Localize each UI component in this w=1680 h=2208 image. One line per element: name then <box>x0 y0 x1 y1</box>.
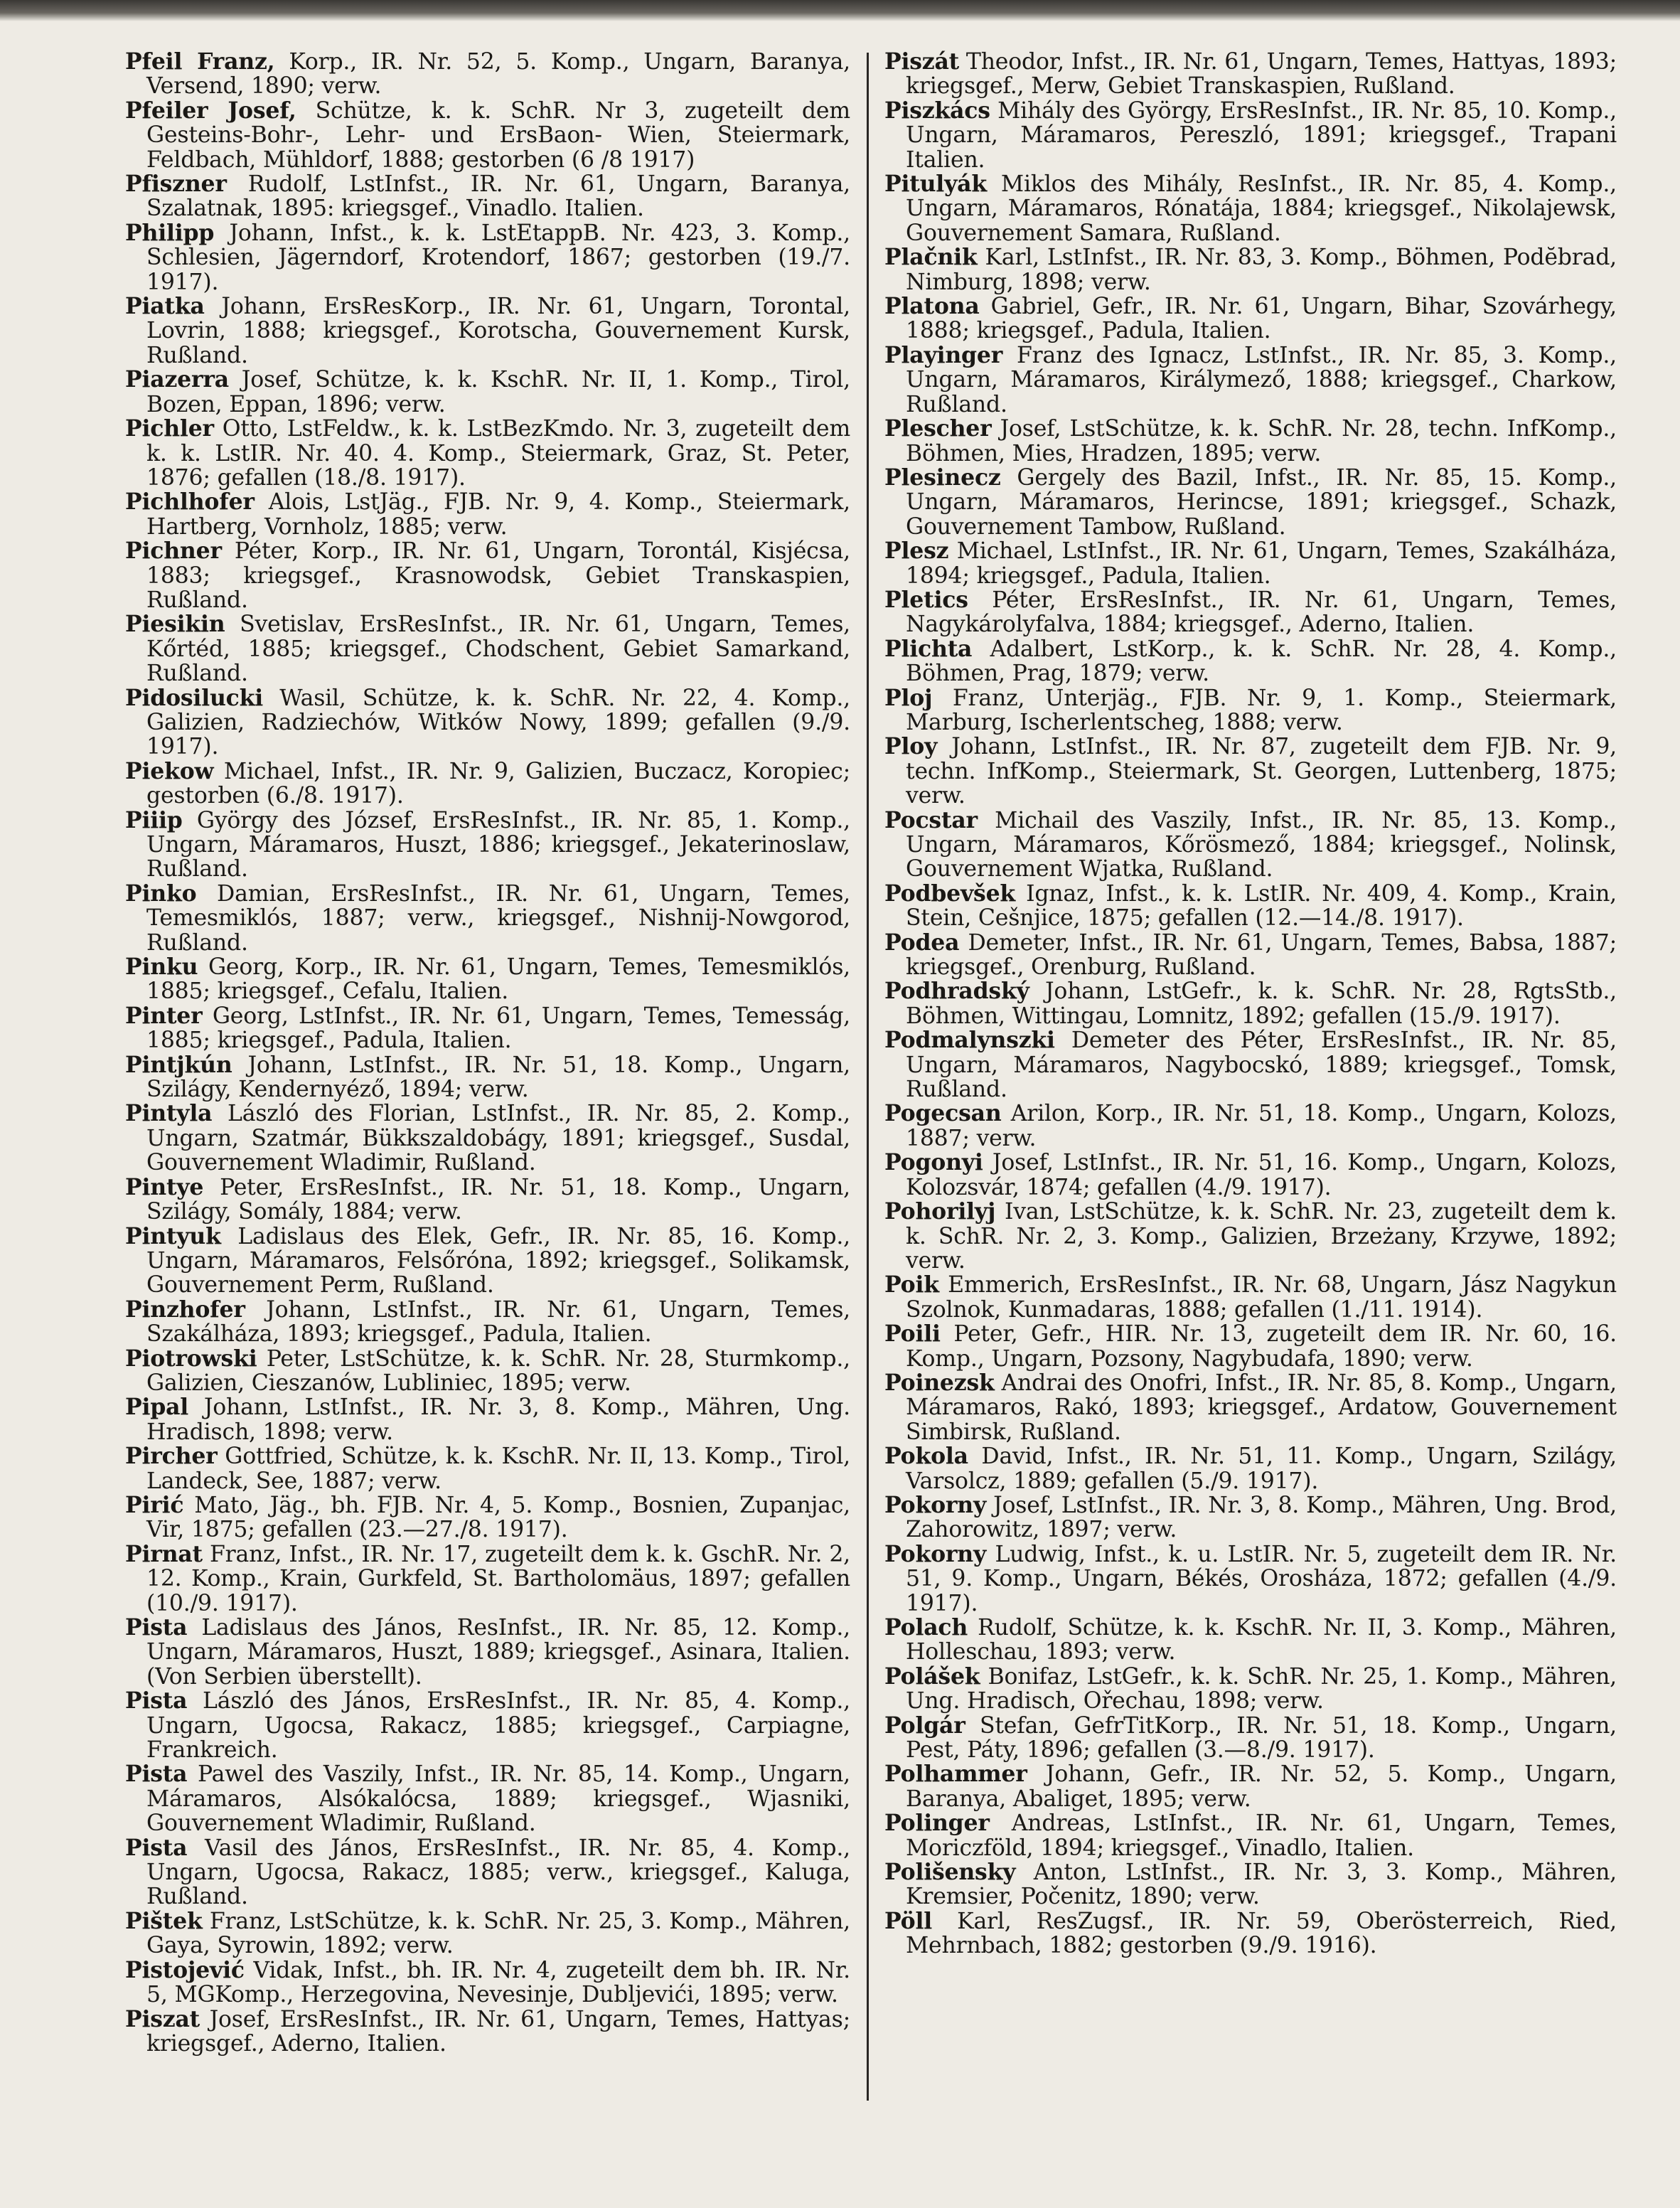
entry-details: Johann, LstInfst., IR. Nr. 3, 8. Komp., Mähren, Ung. Hradisch, 1898; verw. <box>146 1394 850 1445</box>
entry-details: László des János, ErsResInfst., IR. Nr. 85, 4. Komp., Ungarn, Ugocsa, Rakacz, 1885; kriegsgef., Carpiagne, Frankreich. <box>146 1688 850 1764</box>
entry-surname: Pista <box>125 1834 188 1861</box>
entry-details: Svetislav, ErsResInfst., IR. Nr. 61, Ungarn, Temes, Kőrtéd, 1885; kriegsgef., Chodschent, Gebiet Samarkand, Rußland. <box>146 612 850 687</box>
casualty-entry <box>884 1151 1617 1200</box>
entry-details: Peter, Gefr., HIR. Nr. 13, zugeteilt dem IR. Nr. 60, 16. Komp., Ungarn, Pozsony, Nagybudafa, 1890; verw. <box>906 1321 1617 1372</box>
entry-surname: Pintyla <box>125 1100 213 1127</box>
entry-surname: Plichta <box>884 635 973 662</box>
entry-surname: Pinter <box>125 1002 203 1029</box>
entry-surname: Pokorny <box>884 1540 987 1567</box>
entry-details: Franz des Ignacz, LstInfst., IR. Nr. 85, 3. Komp., Ungarn, Máramaros, Királymező, 1888; kriegsgef., Charkow, Rußland. <box>906 342 1617 417</box>
entry-details: Karl, ResZugsf., IR. Nr. 59, Oberösterreich, Ried, Mehrnbach, 1882; gestorben (9./9. 1916). <box>906 1908 1617 1959</box>
column-divider <box>867 53 869 2101</box>
entry-surname: Podea <box>884 929 960 956</box>
casualty-entry <box>125 1222 850 1298</box>
entry-details: Michael, Infst., IR. Nr. 9, Galizien, Buczacz, Koropiec; gestorben (6./8. 1917). <box>146 758 850 809</box>
entry-details: Péter, Korp., IR. Nr. 61, Ungarn, Torontál, Kisjécsa, 1883; kriegsgef., Krasnowodsk, Gebiet Transkaspien, Rußland. <box>146 538 850 613</box>
entry-surname: Pištek <box>125 1907 203 1934</box>
entry-details: Damian, ErsResInfst., IR. Nr. 61, Ungarn, Temes, Temesmiklós, 1887; verw., kriegsgef., Nishnij-Nowgorod, Rußland. <box>146 880 850 956</box>
entry-details: Johann, Infst., k. k. LstEtappB. Nr. 423, 3. Komp., Schlesien, Jägerndorf, Krotendorf, 1867; gestorben (19./7. 1917). <box>146 220 850 295</box>
casualty-entry <box>884 172 1617 245</box>
entry-details: Schütze, k. k. SchR. Nr 3, zugeteilt dem Gesteins-Bohr-, Lehr- und ErsBaon- Wien, Steiermark, Feldbach, Mühldorf, 1888; gestorben (6 /8 1917) <box>146 97 850 173</box>
casualty-entry <box>884 588 1617 637</box>
entry-details: Anton, LstInfst., IR. Nr. 3, 3. Komp., Mähren, Kremsier, Počenitz, 1890; verw. <box>906 1860 1617 1910</box>
casualty-entry <box>125 221 850 294</box>
casualty-entry <box>884 1102 1617 1151</box>
casualty-entry <box>125 1102 850 1175</box>
entry-details: Josef, LstInfst., IR. Nr. 3, 8. Komp., Mähren, Ung. Brod, Zahorowitz, 1897; verw. <box>906 1492 1617 1543</box>
entry-details: Andreas, LstInfst., IR. Nr. 61, Ungarn, Temes, Moriczföld, 1894; kriegsgef., Vinadlo, Italien. <box>906 1810 1617 1861</box>
entry-surname: Pirnat <box>125 1540 203 1567</box>
entry-details: Ivan, LstSchütze, k. k. SchR. Nr. 23, zugeteilt dem k. k. SchR. Nr. 2, 3. Komp., Galizien, Brzeżany, Krzywe, 1892; verw. <box>906 1199 1617 1274</box>
entry-details: Arilon, Korp., IR. Nr. 51, 18. Komp., Ungarn, Kolozs, 1887; verw. <box>906 1101 1617 1151</box>
entry-surname: Platona <box>884 293 980 320</box>
entry-details: Karl, LstInfst., IR. Nr. 83, 3. Komp., Böhmen, Podĕbrad, Nimburg, 1898; verw. <box>906 245 1617 295</box>
casualty-entry <box>884 1811 1617 1860</box>
entry-details: Korp., IR. Nr. 52, 5. Komp., Ungarn, Baranya, Versend, 1890; verw. <box>146 49 850 100</box>
casualty-entry <box>125 294 850 368</box>
casualty-entry <box>884 539 1617 588</box>
entry-details: Miklos des Mihály, ResInfst., IR. Nr. 85, 4. Komp., Ungarn, Máramaros, Rónatája, 1884; kriegsgef., Nikolajewsk, Gouvernement Samara, Rußland. <box>906 171 1617 246</box>
casualty-entry <box>125 612 850 686</box>
entry-surname: Pokola <box>884 1443 968 1470</box>
entry-surname: Pista <box>125 1761 188 1788</box>
entry-details: Peter, ErsResInfst., IR. Nr. 51, 18. Komp., Ungarn, Szilágy, Somály, 1884; verw. <box>146 1174 850 1225</box>
entry-details: Ignaz, Infst., k. k. LstIR. Nr. 409, 4. Komp., Krain, Stein, Cešnjice, 1875; gefallen (12.—14./8. 1917). <box>906 880 1617 932</box>
entry-surname: Pirić <box>125 1491 184 1518</box>
entry-surname: Piazerra <box>125 366 229 393</box>
entry-surname: Pfiszner <box>125 171 227 198</box>
entry-surname: Piszat <box>125 2005 200 2032</box>
entry-surname: Piesikin <box>125 611 225 638</box>
entry-details: Franz, Unterjäg., FJB. Nr. 9, 1. Komp., Steiermark, Marburg, Ischerlentscheg, 1888; verw. <box>906 685 1617 735</box>
entry-surname: Pletics <box>884 586 968 613</box>
entry-details: Gabriel, Gefr., IR. Nr. 61, Ungarn, Bihar, Szovárhegy, 1888; kriegsgef., Padula, Italien. <box>906 294 1617 344</box>
entry-surname: Plescher <box>884 415 992 442</box>
casualty-entry <box>884 1616 1617 1665</box>
entry-details: Gergely des Bazil, Infst., IR. Nr. 85, 15. Komp., Ungarn, Máramaros, Herincse, 1891; kriegsgef., Schazk, Gouvernement Tambow, Rußland. <box>906 464 1617 540</box>
casualty-entry <box>125 1347 850 1396</box>
casualty-entry <box>884 1860 1617 1909</box>
casualty-entry <box>125 1298 850 1347</box>
casualty-entry <box>884 1665 1617 1714</box>
entry-surname: Podmalynszki <box>884 1027 1055 1054</box>
entry-details: György des József, ErsResInfst., IR. Nr. 85, 1. Komp., Ungarn, Máramaros, Huszt, 1886; kriegsgef., Jekaterinoslaw, Rußland. <box>146 807 850 882</box>
entry-details: Johann, LstInfst., IR. Nr. 61, Ungarn, Temes, Szakálháza, 1893; kriegsgef., Padula, Italien. <box>146 1296 850 1348</box>
casualty-entry <box>884 343 1617 417</box>
entry-details: Emmerich, ErsResInfst., IR. Nr. 68, Ungarn, Jász Nagykun Szolnok, Kunmadaras, 1888; gefallen (1./11. 1914). <box>906 1272 1617 1323</box>
entry-details: Theodor, Infst., IR. Nr. 61, Ungarn, Temes, Hattyas, 1893; kriegsgef., Merw, Gebiet Transkaspien, Rußland. <box>906 49 1617 100</box>
entry-surname: Pichler <box>125 415 214 442</box>
entry-surname: Pohorilyj <box>884 1198 996 1225</box>
entry-details: Ladislaus des János, ResInfst., IR. Nr. 85, 12. Komp., Ungarn, Máramaros, Huszt, 1889; kriegsgef., Asinara, Italien. (Von Serbien überstellt). <box>146 1615 850 1690</box>
entry-surname: Playinger <box>884 341 1003 368</box>
casualty-entry <box>884 99 1617 172</box>
entry-surname: Pogecsan <box>884 1100 1002 1127</box>
entry-details: Mato, Jäg., bh. FJB. Nr. 4, 5. Komp., Bosnien, Zupanjac, Vir, 1875; gefallen (23.—27./8. 1917). <box>146 1492 850 1543</box>
entry-details: Demeter des Péter, ErsResInfst., IR. Nr. 85, Ungarn, Máramaros, Nagybocskó, 1889; kriegsgef., Tomsk, Rußland. <box>906 1028 1617 1103</box>
entry-details: Rudolf, Schütze, k. k. KschR. Nr. II, 3. Komp., Mähren, Holleschau, 1893; verw. <box>906 1615 1617 1665</box>
entry-details: Pawel des Vaszily, Infst., IR. Nr. 85, 14. Komp., Ungarn, Máramaros, Alsókalócsa, 1889; kriegsgef., Wjasniki, Gouvernement Wladimir, Rußland. <box>146 1761 850 1837</box>
entry-details: Rudolf, LstInfst., IR. Nr. 61, Ungarn, Baranya, Szalatnak, 1895: kriegsgef., Vinadlo. Italien. <box>146 171 850 222</box>
casualty-entry <box>125 50 850 99</box>
entry-surname: Podhradský <box>884 978 1029 1005</box>
entry-details: Josef, LstInfst., IR. Nr. 51, 16. Komp., Ungarn, Kolozs, Kolozsvár, 1874; gefallen (4./9. 1917). <box>906 1150 1617 1200</box>
entry-surname: Pinzhofer <box>125 1296 245 1323</box>
casualty-entry <box>884 1322 1617 1371</box>
entry-details: Stefan, GefrTitKorp., IR. Nr. 51, 18. Komp., Ungarn, Pest, Páty, 1896; gefallen (3.—8./9. 1917). <box>906 1712 1617 1764</box>
entry-surname: Pistojević <box>125 1956 245 1983</box>
entry-surname: Pidosilucki <box>125 684 264 711</box>
casualty-entry <box>884 466 1617 539</box>
casualty-entry <box>884 1762 1617 1811</box>
entry-details: Bonifaz, LstGefr., k. k. SchR. Nr. 25, 1. Komp., Mähren, Ung. Hradisch, Ořechau, 1898; verw. <box>906 1663 1617 1714</box>
entry-details: Otto, LstFeldw., k. k. LstBezKmdo. Nr. 3, zugeteilt dem k. k. LstIR. Nr. 40. 4. Komp., Steiermark, Graz, St. Peter, 1876; gefallen (18./8. 1917). <box>146 416 850 491</box>
entry-details: Mihály des György, ErsResInfst., IR. Nr. 85, 10. Komp., Ungarn, Máramaros, Pereszló, 1891; kriegsgef., Trapani Italien. <box>906 97 1617 173</box>
entry-surname: Plesz <box>884 538 949 565</box>
casualty-entry <box>884 979 1617 1028</box>
entry-details: Josef, LstSchütze, k. k. SchR. Nr. 28, techn. InfKomp., Böhmen, Mies, Hradzen, 1895; verw. <box>906 416 1617 466</box>
casualty-entry <box>125 99 850 172</box>
entry-surname: Pfeil Franz, <box>125 48 275 75</box>
casualty-entry <box>884 1909 1617 1958</box>
entry-surname: Plesinecz <box>884 464 1001 491</box>
entry-surname: Pipal <box>125 1394 189 1421</box>
entry-details: Johann, ErsResKorp., IR. Nr. 61, Ungarn, Torontal, Lovrin, 1888; kriegsgef., Korotscha, Gouvernement Kursk, Rußland. <box>146 294 850 368</box>
entry-surname: Pintyuk <box>125 1222 221 1249</box>
casualty-entry <box>884 931 1617 980</box>
entry-surname: Polášek <box>884 1663 980 1690</box>
entry-details: Josef, Schütze, k. k. KschR. Nr. II, 1. Komp., Tirol, Bozen, Eppan, 1896; verw. <box>146 367 850 417</box>
casualty-entry <box>884 686 1617 735</box>
casualty-entry <box>884 882 1617 931</box>
entry-surname: Pogonyi <box>884 1149 983 1176</box>
entry-surname: Pichner <box>125 538 222 565</box>
entry-details: David, Infst., IR. Nr. 51, 11. Komp., Ungarn, Szilágy, Varsolcz, 1889; gefallen (5./9. 1917). <box>906 1444 1617 1494</box>
casualty-entry <box>125 539 850 612</box>
casualty-entry <box>884 806 1617 882</box>
entry-surname: Polgár <box>884 1712 965 1739</box>
entry-details: Ladislaus des Elek, Gefr., IR. Nr. 85, 16. Komp., Ungarn, Máramaros, Felsőróna, 1892; kriegsgef., Solikamsk, Gouvernement Perm, Rußland. <box>146 1223 850 1298</box>
entry-surname: Piiip <box>125 806 183 833</box>
entry-details: Michael, LstInfst., IR. Nr. 61, Ungarn, Temes, Szakálháza, 1894; kriegsgef., Padula, Italien. <box>906 538 1617 589</box>
casualty-entry <box>125 1444 850 1493</box>
entry-surname: Pinku <box>125 954 198 981</box>
entry-surname: Poili <box>884 1321 941 1348</box>
entry-details: Georg, LstInfst., IR. Nr. 61, Ungarn, Temes, Temesság, 1885; kriegsgef., Padula, Italien. <box>146 1003 850 1054</box>
entry-surname: Pintye <box>125 1173 204 1200</box>
casualty-entry <box>125 1542 850 1616</box>
casualty-entry <box>884 1542 1617 1616</box>
casualty-entry <box>884 417 1617 466</box>
casualty-entry <box>884 294 1617 343</box>
entry-details: Peter, LstSchütze, k. k. SchR. Nr. 28, Sturmkomp., Galizien, Cieszanów, Lubliniec, 1895; verw. <box>146 1345 850 1396</box>
casualty-entry <box>125 1762 850 1835</box>
entry-surname: Pinko <box>125 880 197 907</box>
entry-details: Demeter, Infst., IR. Nr. 61, Ungarn, Temes, Babsa, 1887; kriegsgef., Orenburg, Rußland. <box>906 929 1617 981</box>
casualty-entry <box>125 806 850 882</box>
casualty-entry <box>884 1028 1617 1102</box>
entry-details: Ludwig, Infst., k. u. LstIR. Nr. 5, zugeteilt dem IR. Nr. 51, 9. Komp., Ungarn, Békés, Orosháza, 1872; gefallen (4./9. 1917). <box>906 1541 1617 1616</box>
casualty-entry <box>125 1616 850 1689</box>
right-column <box>884 50 1617 1958</box>
entry-surname: Plačnik <box>884 244 978 271</box>
entry-surname: Pöll <box>884 1907 932 1934</box>
entry-surname: Polach <box>884 1614 968 1641</box>
entry-surname: Piekow <box>125 757 214 784</box>
casualty-entry <box>884 50 1617 99</box>
entry-surname: Polišensky <box>884 1859 1016 1886</box>
entry-surname: Piszát <box>884 48 960 75</box>
entry-details: Péter, ErsResInfst., IR. Nr. 61, Ungarn, Temes, Nagykárolyfalva, 1884; kriegsgef., Aderno, Italien. <box>906 587 1617 638</box>
casualty-entry <box>884 1200 1617 1273</box>
entry-surname: Poik <box>884 1271 939 1298</box>
entry-surname: Pfeiler Josef, <box>125 97 296 124</box>
entry-details: Wasil, Schütze, k. k. SchR. Nr. 22, 4. Komp., Galizien, Radziechów, Witków Nowy, 1899; gefallen (9./9. 1917). <box>146 685 850 760</box>
casualty-entry <box>125 686 850 759</box>
casualty-entry <box>125 1175 850 1225</box>
entry-surname: Pocstar <box>884 806 978 833</box>
entry-details: Alois, LstJäg., FJB. Nr. 9, 4. Komp., Steiermark, Hartberg, Vornholz, 1885; verw. <box>146 489 850 540</box>
casualty-entry <box>125 955 850 1004</box>
entry-surname: Pista <box>125 1687 188 1714</box>
entry-surname: Pista <box>125 1614 188 1641</box>
casualty-entry <box>125 1836 850 1909</box>
entry-details: Johann, LstGefr., k. k. SchR. Nr. 28, RgtsStb., Böhmen, Wittingau, Lomnitz, 1892; gefallen (15./9. 1917). <box>906 978 1617 1029</box>
entry-surname: Ploj <box>884 684 933 711</box>
casualty-entry <box>125 1493 850 1542</box>
entry-details: Johann, Gefr., IR. Nr. 52, 5. Komp., Ungarn, Baranya, Abaliget, 1895; verw. <box>906 1761 1617 1812</box>
scan-edge <box>0 0 1680 21</box>
left-column <box>125 50 850 2056</box>
entry-details: Johann, LstInfst., IR. Nr. 87, zugeteilt dem FJB. Nr. 9, techn. InfKomp., Steiermark, St. Georgen, Luttenberg, 1875; verw. <box>906 734 1617 809</box>
casualty-entry <box>884 1714 1617 1763</box>
casualty-entry <box>125 1689 850 1762</box>
entry-surname: Piotrowski <box>125 1345 257 1372</box>
entry-surname: Podbevšek <box>884 880 1016 907</box>
casualty-entry <box>125 1958 850 2007</box>
entry-surname: Pokorny <box>884 1491 987 1518</box>
casualty-entry <box>884 245 1617 294</box>
entry-details: Adalbert, LstKorp., k. k. SchR. Nr. 28, 4. Komp., Böhmen, Prag, 1879; verw. <box>906 636 1617 687</box>
entry-surname: Ploy <box>884 733 938 760</box>
entry-surname: Poinezsk <box>884 1369 995 1396</box>
entry-details: Michail des Vaszily, Infst., IR. Nr. 85, 13. Komp., Ungarn, Máramaros, Kőrösmező, 1884; kriegsgef., Nolinsk, Gouvernement Wjatka, Rußland. <box>906 807 1617 882</box>
casualty-entry <box>125 882 850 955</box>
casualty-entry <box>884 1273 1617 1322</box>
entry-surname: Piszkács <box>884 97 990 124</box>
casualty-entry <box>125 2007 850 2057</box>
entry-details: Franz, LstSchütze, k. k. SchR. Nr. 25, 3. Komp., Mähren, Gaya, Syrowin, 1892; verw. <box>146 1908 850 1959</box>
casualty-entry <box>884 1371 1617 1444</box>
casualty-entry <box>884 1444 1617 1493</box>
entry-surname: Piatka <box>125 293 205 320</box>
entry-surname: Pintjkún <box>125 1051 232 1078</box>
casualty-entry <box>125 1004 850 1053</box>
entry-details: Georg, Korp., IR. Nr. 61, Ungarn, Temes, Temesmiklós, 1885; kriegsgef., Cefalu, Italien. <box>146 954 850 1005</box>
casualty-entry <box>125 759 850 809</box>
casualty-entry <box>125 368 850 417</box>
casualty-entry <box>125 172 850 221</box>
casualty-entry <box>125 490 850 539</box>
document-page <box>125 50 1636 2183</box>
entry-surname: Pitulyák <box>884 171 988 198</box>
casualty-entry <box>884 637 1617 686</box>
entry-surname: Polinger <box>884 1810 990 1837</box>
entry-details: Josef, ErsResInfst., IR. Nr. 61, Ungarn, Temes, Hattyas; kriegsgef., Aderno, Italien. <box>146 2006 850 2057</box>
entry-surname: Philipp <box>125 219 215 246</box>
entry-surname: Pircher <box>125 1443 218 1470</box>
casualty-entry <box>884 735 1617 808</box>
entry-details: Vasil des János, ErsResInfst., IR. Nr. 85, 4. Komp., Ungarn, Ugocsa, Rakacz, 1885; verw., kriegsgef., Kaluga, Rußland. <box>146 1835 850 1910</box>
casualty-entry <box>125 1053 850 1102</box>
casualty-entry <box>884 1493 1617 1542</box>
entry-details: Andrai des Onofri, Infst., IR. Nr. 85, 8. Komp., Ungarn, Máramaros, Rakó, 1893; kriegsgef., Ardatow, Gouvernement Simbirsk, Rußland. <box>906 1370 1617 1445</box>
casualty-entry <box>125 417 850 490</box>
entry-surname: Polhammer <box>884 1761 1027 1788</box>
entry-details: Franz, Infst., IR. Nr. 17, zugeteilt dem k. k. GschR. Nr. 2, 12. Komp., Krain, Gurkfeld, St. Bartholomäus, 1897; gefallen (10./9. 1917). <box>146 1541 850 1616</box>
entry-details: László des Florian, LstInfst., IR. Nr. 85, 2. Komp., Ungarn, Szatmár, Bükkszaldobágy, 1891; kriegsgef., Susdal, Gouvernement Wladimir, Rußland. <box>146 1101 850 1176</box>
entry-details: Gottfried, Schütze, k. k. KschR. Nr. II, 13. Komp., Tirol, Landeck, See, 1887; verw. <box>146 1444 850 1494</box>
entry-details: Vidak, Infst., bh. IR. Nr. 4, zugeteilt dem bh. IR. Nr. 5, MGKomp., Herzegovina, Nevesinje, Dubljevići, 1895; verw. <box>146 1957 850 2008</box>
entry-details: Johann, LstInfst., IR. Nr. 51, 18. Komp., Ungarn, Szilágy, Kendernyéző, 1894; verw. <box>146 1052 850 1103</box>
casualty-entry <box>125 1909 850 1958</box>
entry-surname: Pichlhofer <box>125 489 255 516</box>
casualty-entry <box>125 1395 850 1444</box>
